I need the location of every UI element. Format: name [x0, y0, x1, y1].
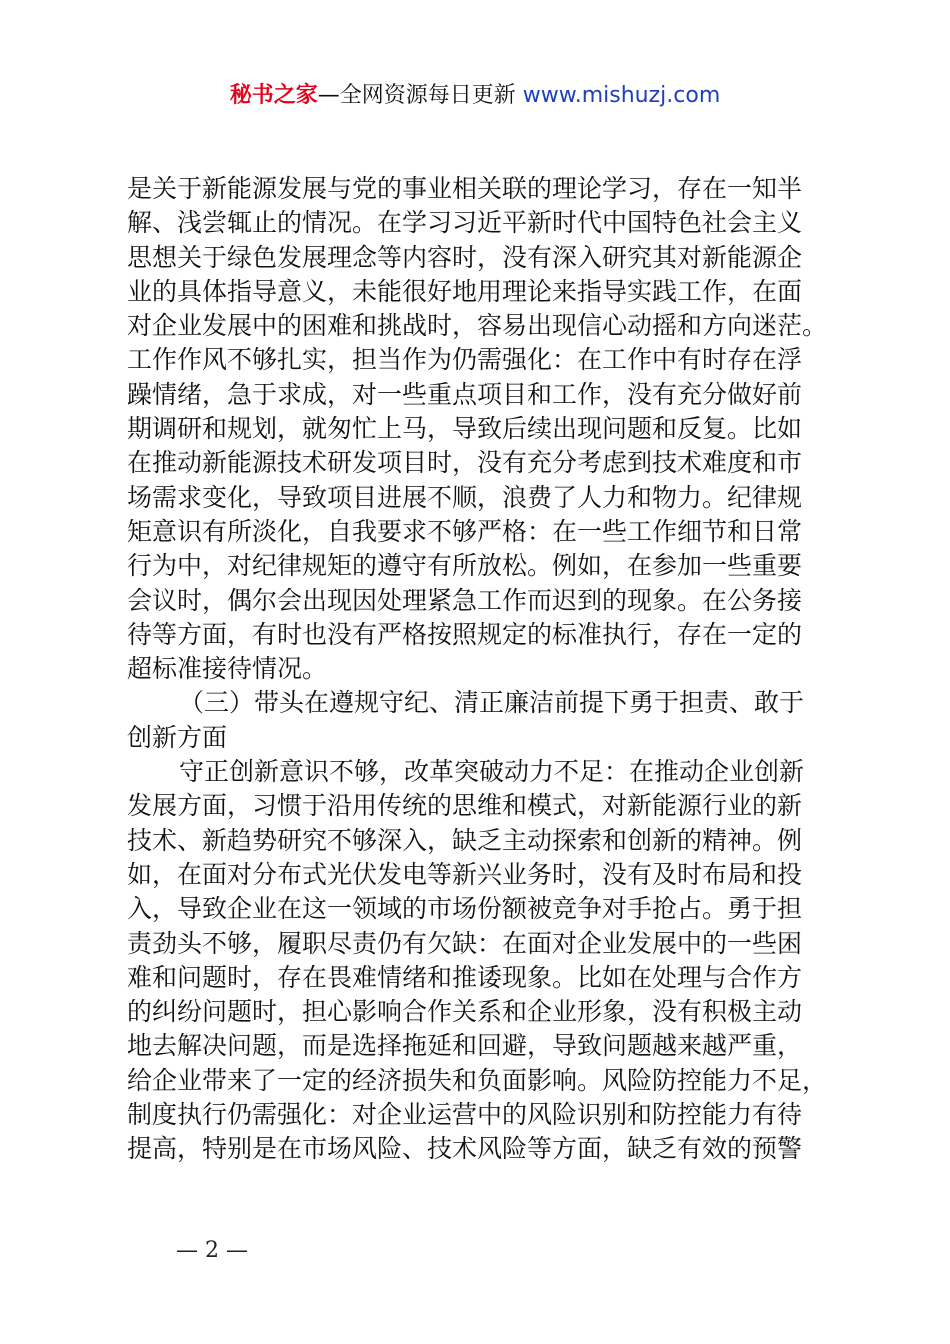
text-line: 制度执行仍需强化：对企业运营中的风险识别和防控能力有待 — [127, 1100, 803, 1130]
text-line: 如，在面对分布式光伏发电等新兴业务时，没有及时布局和投 — [127, 859, 803, 889]
text-line: 入，导致企业在这一领域的市场份额被竞争对手抢占。勇于担 — [127, 894, 803, 924]
text-line: 技术、新趋势研究不够深入，缺乏主动探索和创新的精神。例 — [127, 825, 803, 855]
section-heading-continued: 创新方面 — [127, 722, 228, 752]
text-line: 守正创新意识不够，改革突破动力不足：在推动企业创新 — [179, 757, 805, 787]
text-line: 给企业带来了一定的经济损失和负面影响。风险防控能力不足， — [127, 1065, 828, 1095]
text-line: 期调研和规划，就匆忙上马，导致后续出现问题和反复。比如 — [127, 414, 803, 444]
page-header — [0, 80, 950, 112]
text-line: 的纠纷问题时，担心影响合作关系和企业形象，没有积极主动 — [127, 997, 803, 1027]
section-heading: （三）带头在遵规守纪、清正廉洁前提下勇于担责、敢于 — [179, 688, 805, 718]
text-line: 提高，特别是在市场风险、技术风险等方面，缺乏有效的预警 — [127, 1134, 803, 1164]
text-line: 会议时，偶尔会出现因处理紧急工作而迟到的现象。在公务接 — [127, 585, 803, 615]
page-number: — 2 — — [176, 1238, 248, 1263]
site-url-link[interactable]: www.mishuzj.com — [522, 83, 721, 108]
text-line: 思想关于绿色发展理念等内容时，没有深入研究其对新能源企 — [127, 242, 803, 272]
text-line: 是关于新能源发展与党的事业相关联的理论学习，存在一知半 — [127, 174, 803, 203]
text-line: 业的具体指导意义，未能很好地用理论来指导实践工作，在面 — [127, 276, 803, 306]
text-line: 矩意识有所淡化，自我要求不够严格：在一些工作细节和日常 — [127, 516, 803, 546]
text-line: 躁情绪，急于求成，对一些重点项目和工作，没有充分做好前 — [127, 379, 803, 409]
text-line: 责劲头不够，履职尽责仍有欠缺：在面对企业发展中的一些困 — [127, 928, 803, 958]
header-slogan: —全网资源每日更新 — [317, 83, 523, 108]
body-text — [127, 172, 867, 1167]
text-line: 对企业发展中的困难和挑战时，容易出现信心动摇和方向迷茫。 — [127, 311, 828, 341]
brand-name: 秘书之家 — [229, 83, 318, 108]
text-line: 场需求变化，导致项目进展不顺，浪费了人力和物力。纪律规 — [127, 482, 803, 512]
text-line: 地去解决问题，而是选择拖延和回避，导致问题越来越严重， — [127, 1031, 803, 1061]
text-line: 发展方面，习惯于沿用传统的思维和模式，对新能源行业的新 — [127, 791, 803, 821]
text-line: 超标准接待情况。 — [127, 654, 328, 684]
text-line: 待等方面，有时也没有严格按照规定的标准执行，存在一定的 — [127, 619, 803, 649]
text-line: 行为中，对纪律规矩的遵守有所放松。例如，在参加一些重要 — [127, 551, 803, 581]
text-line: 在推动新能源技术研发项目时，没有充分考虑到技术难度和市 — [127, 448, 803, 478]
text-line: 难和问题时，存在畏难情绪和推诿现象。比如在处理与合作方 — [127, 962, 803, 992]
text-line: 工作作风不够扎实，担当作为仍需强化：在工作中有时存在浮 — [127, 345, 803, 375]
text-line: 解、浅尝辄止的情况。在学习习近平新时代中国特色社会主义 — [127, 208, 803, 238]
